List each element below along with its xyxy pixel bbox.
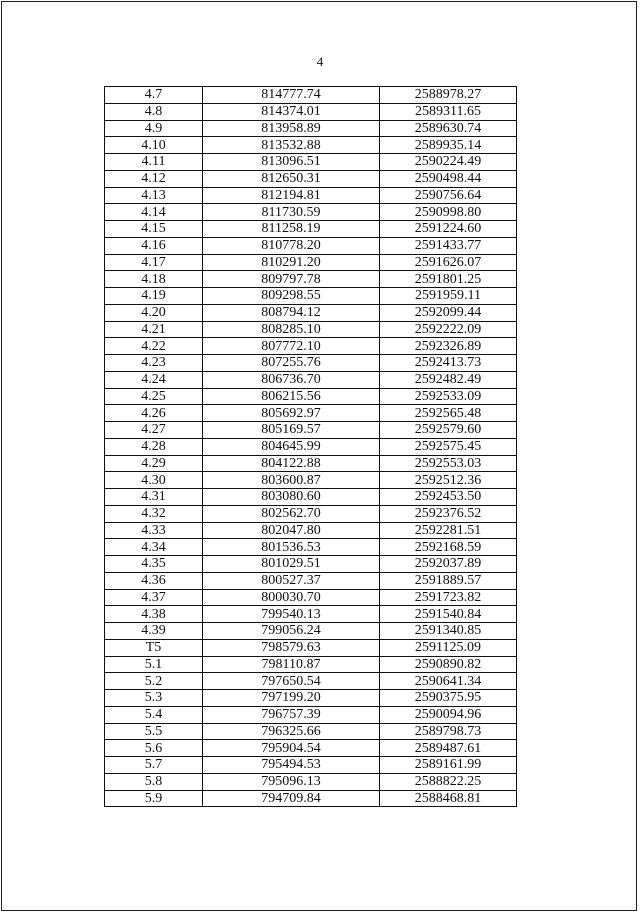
point-number-cell: 5.3: [105, 690, 203, 707]
point-number-cell: 4.26: [105, 405, 203, 422]
x-coordinate-cell: 808794.12: [203, 304, 380, 321]
x-coordinate-cell: 811730.59: [203, 204, 380, 221]
table-row: [105, 371, 517, 388]
y-coordinate-cell: 2588978.27: [380, 87, 517, 104]
x-coordinate-cell: 799540.13: [203, 606, 380, 623]
y-coordinate-cell: 2589935.14: [380, 137, 517, 154]
x-coordinate-cell: 799056.24: [203, 623, 380, 640]
x-coordinate-cell: 810291.20: [203, 254, 380, 271]
table-row: [105, 606, 517, 623]
table-row: [105, 706, 517, 723]
page-number: 4: [316, 54, 324, 69]
x-coordinate-cell: 797199.20: [203, 690, 380, 707]
table-row: [105, 790, 517, 807]
x-coordinate-cell: 795904.54: [203, 740, 380, 757]
y-coordinate-cell: 2592099.44: [380, 304, 517, 321]
x-coordinate-cell: 814374.01: [203, 103, 380, 120]
y-coordinate-cell: 2589161.99: [380, 757, 517, 774]
x-coordinate-cell: 796757.39: [203, 706, 380, 723]
table-row: [105, 505, 517, 522]
x-coordinate-cell: 813096.51: [203, 154, 380, 171]
table-row: [105, 773, 517, 790]
table-row: [105, 271, 517, 288]
table-row: [105, 321, 517, 338]
table-row: [105, 154, 517, 171]
point-number-cell: 5.6: [105, 740, 203, 757]
x-coordinate-cell: 804645.99: [203, 438, 380, 455]
table-row: [105, 355, 517, 372]
y-coordinate-cell: 2592413.73: [380, 355, 517, 372]
point-number-cell: 4.39: [105, 623, 203, 640]
x-coordinate-cell: 803080.60: [203, 489, 380, 506]
point-number-cell: 4.10: [105, 137, 203, 154]
point-number-cell: 4.25: [105, 388, 203, 405]
point-number-cell: 4.15: [105, 221, 203, 238]
y-coordinate-cell: 2592222.09: [380, 321, 517, 338]
x-coordinate-cell: 805169.57: [203, 422, 380, 439]
x-coordinate-cell: 801536.53: [203, 539, 380, 556]
x-coordinate-cell: 802047.80: [203, 522, 380, 539]
x-coordinate-cell: 811258.19: [203, 221, 380, 238]
y-coordinate-cell: 2590375.95: [380, 690, 517, 707]
y-coordinate-cell: 2589311.65: [380, 103, 517, 120]
table-row: [105, 405, 517, 422]
table-row: [105, 221, 517, 238]
y-coordinate-cell: 2588822.25: [380, 773, 517, 790]
x-coordinate-cell: 800527.37: [203, 572, 380, 589]
coordinates-table: [104, 86, 517, 807]
table-row: [105, 673, 517, 690]
x-coordinate-cell: 812650.31: [203, 170, 380, 187]
point-number-cell: 4.24: [105, 371, 203, 388]
point-number-cell: 4.18: [105, 271, 203, 288]
table-row: [105, 723, 517, 740]
table-row: [105, 254, 517, 271]
table-row: [105, 338, 517, 355]
x-coordinate-cell: 809298.55: [203, 288, 380, 305]
y-coordinate-cell: 2592281.51: [380, 522, 517, 539]
y-coordinate-cell: 2591723.82: [380, 589, 517, 606]
point-number-cell: 4.31: [105, 489, 203, 506]
table-row: [105, 187, 517, 204]
y-coordinate-cell: 2591125.09: [380, 639, 517, 656]
table-row: [105, 455, 517, 472]
x-coordinate-cell: 808285.10: [203, 321, 380, 338]
y-coordinate-cell: 2592553.03: [380, 455, 517, 472]
x-coordinate-cell: 804122.88: [203, 455, 380, 472]
y-coordinate-cell: 2591626.07: [380, 254, 517, 271]
point-number-cell: 4.9: [105, 120, 203, 137]
table-row: [105, 204, 517, 221]
point-number-cell: 4.16: [105, 237, 203, 254]
point-number-cell: 5.7: [105, 757, 203, 774]
y-coordinate-cell: 2592575.45: [380, 438, 517, 455]
x-coordinate-cell: 800030.70: [203, 589, 380, 606]
x-coordinate-cell: 812194.81: [203, 187, 380, 204]
y-coordinate-cell: 2591433.77: [380, 237, 517, 254]
y-coordinate-cell: 2592533.09: [380, 388, 517, 405]
point-number-cell: 4.37: [105, 589, 203, 606]
table-row: [105, 639, 517, 656]
point-number-cell: 4.22: [105, 338, 203, 355]
point-number-cell: 5.2: [105, 673, 203, 690]
point-number-cell: 4.28: [105, 438, 203, 455]
y-coordinate-cell: 2592168.59: [380, 539, 517, 556]
x-coordinate-cell: 798110.87: [203, 656, 380, 673]
y-coordinate-cell: 2592565.48: [380, 405, 517, 422]
x-coordinate-cell: 814777.74: [203, 87, 380, 104]
point-number-cell: 4.23: [105, 355, 203, 372]
point-number-cell: 4.14: [105, 204, 203, 221]
x-coordinate-cell: 796325.66: [203, 723, 380, 740]
x-coordinate-cell: 801029.51: [203, 556, 380, 573]
y-coordinate-cell: 2590756.64: [380, 187, 517, 204]
x-coordinate-cell: 806736.70: [203, 371, 380, 388]
x-coordinate-cell: 813958.89: [203, 120, 380, 137]
coordinates-table-body: [105, 87, 517, 807]
x-coordinate-cell: 797650.54: [203, 673, 380, 690]
y-coordinate-cell: 2590641.34: [380, 673, 517, 690]
y-coordinate-cell: 2590498.44: [380, 170, 517, 187]
point-number-cell: 4.21: [105, 321, 203, 338]
x-coordinate-cell: 806215.56: [203, 388, 380, 405]
table-row: [105, 757, 517, 774]
point-number-cell: 4.36: [105, 572, 203, 589]
point-number-cell: 4.30: [105, 472, 203, 489]
table-row: [105, 237, 517, 254]
point-number-cell: 4.34: [105, 539, 203, 556]
y-coordinate-cell: 2591959.11: [380, 288, 517, 305]
y-coordinate-cell: 2590890.82: [380, 656, 517, 673]
point-number-cell: 5.9: [105, 790, 203, 807]
point-number-cell: 4.32: [105, 505, 203, 522]
y-coordinate-cell: 2589487.61: [380, 740, 517, 757]
table-row: [105, 539, 517, 556]
y-coordinate-cell: 2590998.80: [380, 204, 517, 221]
point-number-cell: 4.35: [105, 556, 203, 573]
y-coordinate-cell: 2591540.84: [380, 606, 517, 623]
point-number-cell: 4.13: [105, 187, 203, 204]
x-coordinate-cell: 795096.13: [203, 773, 380, 790]
y-coordinate-cell: 2592579.60: [380, 422, 517, 439]
y-coordinate-cell: 2592453.50: [380, 489, 517, 506]
point-number-cell: 4.33: [105, 522, 203, 539]
table-row: [105, 556, 517, 573]
y-coordinate-cell: 2590094.96: [380, 706, 517, 723]
y-coordinate-cell: 2590224.49: [380, 154, 517, 171]
y-coordinate-cell: 2591801.25: [380, 271, 517, 288]
table-row: [105, 120, 517, 137]
y-coordinate-cell: 2592326.89: [380, 338, 517, 355]
table-row: [105, 422, 517, 439]
table-row: [105, 740, 517, 757]
x-coordinate-cell: 805692.97: [203, 405, 380, 422]
table-row: [105, 572, 517, 589]
point-number-cell: T5: [105, 639, 203, 656]
y-coordinate-cell: 2591889.57: [380, 572, 517, 589]
point-number-cell: 4.19: [105, 288, 203, 305]
x-coordinate-cell: 798579.63: [203, 639, 380, 656]
table-row: [105, 304, 517, 321]
table-row: [105, 589, 517, 606]
point-number-cell: 4.27: [105, 422, 203, 439]
table-row: [105, 489, 517, 506]
table-row: [105, 623, 517, 640]
y-coordinate-cell: 2589798.73: [380, 723, 517, 740]
x-coordinate-cell: 803600.87: [203, 472, 380, 489]
table-row: [105, 288, 517, 305]
table-row: [105, 388, 517, 405]
table-row: [105, 656, 517, 673]
x-coordinate-cell: 807772.10: [203, 338, 380, 355]
point-number-cell: 5.8: [105, 773, 203, 790]
y-coordinate-cell: 2592512.36: [380, 472, 517, 489]
x-coordinate-cell: 794709.84: [203, 790, 380, 807]
x-coordinate-cell: 810778.20: [203, 237, 380, 254]
table-row: [105, 170, 517, 187]
table-row: [105, 438, 517, 455]
x-coordinate-cell: 795494.53: [203, 757, 380, 774]
table-row: [105, 103, 517, 120]
point-number-cell: 4.8: [105, 103, 203, 120]
y-coordinate-cell: 2588468.81: [380, 790, 517, 807]
y-coordinate-cell: 2589630.74: [380, 120, 517, 137]
table-row: [105, 87, 517, 104]
point-number-cell: 5.4: [105, 706, 203, 723]
table-row: [105, 690, 517, 707]
point-number-cell: 4.12: [105, 170, 203, 187]
y-coordinate-cell: 2591340.85: [380, 623, 517, 640]
x-coordinate-cell: 809797.78: [203, 271, 380, 288]
x-coordinate-cell: 807255.76: [203, 355, 380, 372]
point-number-cell: 4.17: [105, 254, 203, 271]
point-number-cell: 5.5: [105, 723, 203, 740]
point-number-cell: 5.1: [105, 656, 203, 673]
table-row: [105, 522, 517, 539]
y-coordinate-cell: 2592037.89: [380, 556, 517, 573]
table-row: [105, 472, 517, 489]
point-number-cell: 4.7: [105, 87, 203, 104]
y-coordinate-cell: 2591224.60: [380, 221, 517, 238]
point-number-cell: 4.38: [105, 606, 203, 623]
y-coordinate-cell: 2592482.49: [380, 371, 517, 388]
point-number-cell: 4.11: [105, 154, 203, 171]
x-coordinate-cell: 813532.88: [203, 137, 380, 154]
point-number-cell: 4.29: [105, 455, 203, 472]
y-coordinate-cell: 2592376.52: [380, 505, 517, 522]
x-coordinate-cell: 802562.70: [203, 505, 380, 522]
table-row: [105, 137, 517, 154]
point-number-cell: 4.20: [105, 304, 203, 321]
